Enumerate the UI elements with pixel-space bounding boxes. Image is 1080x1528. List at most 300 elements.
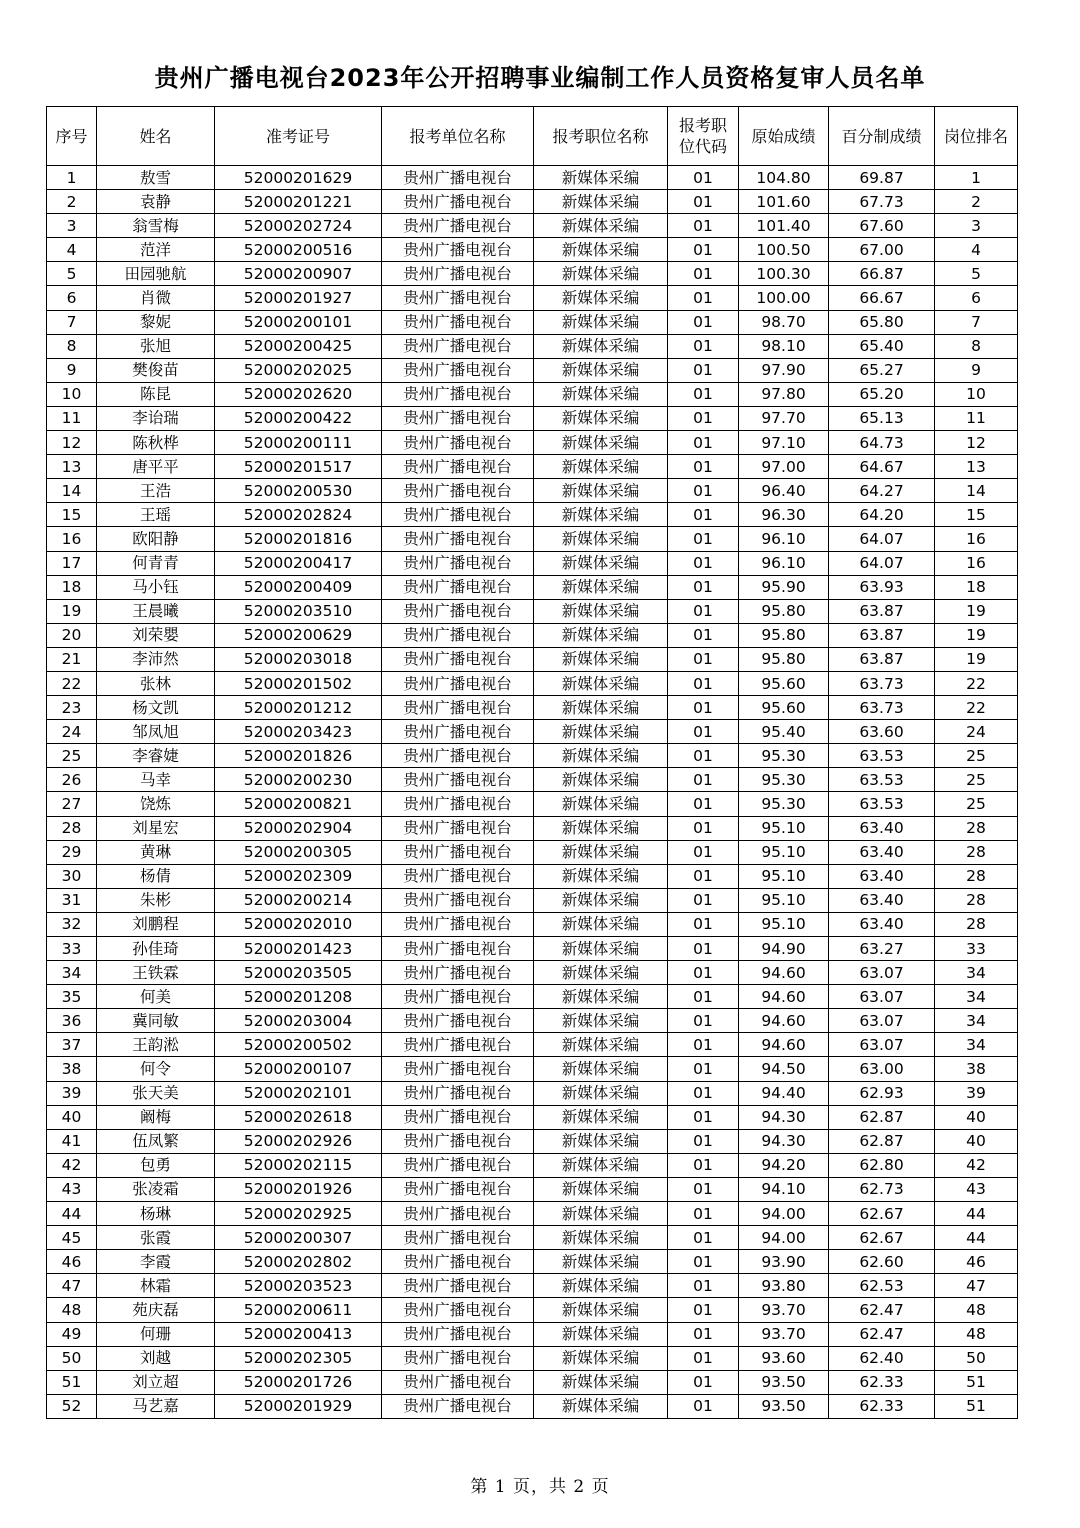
- cell-percent-score: 63.73: [829, 671, 935, 695]
- cell-rank: 28: [935, 888, 1018, 912]
- cell-rank: 22: [935, 696, 1018, 720]
- cell-name: 林霜: [97, 1274, 215, 1298]
- cell-percent-score: 62.33: [829, 1394, 935, 1418]
- cell-percent-score: 62.73: [829, 1177, 935, 1201]
- table-row: [47, 334, 1018, 358]
- cell-rank: 33: [935, 937, 1018, 961]
- cell-position: 新媒体采编: [534, 888, 668, 912]
- cell-rank: 47: [935, 1274, 1018, 1298]
- cell-position-code: 01: [668, 985, 739, 1009]
- cell-exam-id: 52000200230: [215, 768, 382, 792]
- cell-raw-score: 95.10: [739, 864, 829, 888]
- cell-rank: 6: [935, 286, 1018, 310]
- cell-percent-score: 64.20: [829, 503, 935, 527]
- cell-position-code: 01: [668, 1202, 739, 1226]
- table-row: [47, 1177, 1018, 1201]
- cell-index: 36: [47, 1009, 97, 1033]
- table-row: [47, 214, 1018, 238]
- cell-position-code: 01: [668, 671, 739, 695]
- table-row: [47, 696, 1018, 720]
- col-header-percent-score: 百分制成绩: [829, 107, 935, 166]
- cell-percent-score: 67.73: [829, 190, 935, 214]
- cell-percent-score: 62.60: [829, 1250, 935, 1274]
- col-header-unit: 报考单位名称: [382, 107, 534, 166]
- cell-exam-id: 52000201502: [215, 671, 382, 695]
- cell-position-code: 01: [668, 647, 739, 671]
- cell-raw-score: 93.60: [739, 1346, 829, 1370]
- cell-unit: 贵州广播电视台: [382, 1033, 534, 1057]
- cell-percent-score: 63.07: [829, 985, 935, 1009]
- cell-index: 6: [47, 286, 97, 310]
- table-row: [47, 1153, 1018, 1177]
- col-header-index: 序号: [47, 107, 97, 166]
- col-header-raw-score: 原始成绩: [739, 107, 829, 166]
- cell-rank: 44: [935, 1226, 1018, 1250]
- cell-exam-id: 52000202724: [215, 214, 382, 238]
- cell-name: 刘星宏: [97, 816, 215, 840]
- cell-name: 何令: [97, 1057, 215, 1081]
- cell-percent-score: 67.00: [829, 238, 935, 262]
- cell-name: 王铁霖: [97, 961, 215, 985]
- cell-exam-id: 52000200101: [215, 310, 382, 334]
- table-row: [47, 166, 1018, 190]
- table-row: [47, 190, 1018, 214]
- cell-position: 新媒体采编: [534, 912, 668, 936]
- cell-position: 新媒体采编: [534, 1009, 668, 1033]
- cell-rank: 9: [935, 358, 1018, 382]
- cell-name: 马小钰: [97, 575, 215, 599]
- cell-position: 新媒体采编: [534, 382, 668, 406]
- table-row: [47, 864, 1018, 888]
- cell-percent-score: 64.07: [829, 527, 935, 551]
- cell-rank: 4: [935, 238, 1018, 262]
- cell-rank: 28: [935, 840, 1018, 864]
- cell-position: 新媒体采编: [534, 406, 668, 430]
- cell-position: 新媒体采编: [534, 1226, 668, 1250]
- cell-name: 何珊: [97, 1322, 215, 1346]
- cell-name: 刘立超: [97, 1370, 215, 1394]
- cell-exam-id: 52000200821: [215, 792, 382, 816]
- cell-name: 冀同敏: [97, 1009, 215, 1033]
- cell-exam-id: 52000201212: [215, 696, 382, 720]
- cell-name: 田园驰航: [97, 262, 215, 286]
- cell-position: 新媒体采编: [534, 1298, 668, 1322]
- cell-percent-score: 65.13: [829, 406, 935, 430]
- cell-position-code: 01: [668, 1057, 739, 1081]
- cell-unit: 贵州广播电视台: [382, 551, 534, 575]
- cell-raw-score: 94.90: [739, 937, 829, 961]
- cell-unit: 贵州广播电视台: [382, 310, 534, 334]
- cell-position: 新媒体采编: [534, 431, 668, 455]
- cell-exam-id: 52000202309: [215, 864, 382, 888]
- cell-index: 9: [47, 358, 97, 382]
- cell-position: 新媒体采编: [534, 1202, 668, 1226]
- cell-rank: 34: [935, 1009, 1018, 1033]
- cell-position: 新媒体采编: [534, 1346, 668, 1370]
- cell-raw-score: 95.30: [739, 768, 829, 792]
- cell-name: 张天美: [97, 1081, 215, 1105]
- cell-unit: 贵州广播电视台: [382, 961, 534, 985]
- cell-index: 11: [47, 406, 97, 430]
- cell-name: 黎妮: [97, 310, 215, 334]
- table-row: [47, 358, 1018, 382]
- cell-raw-score: 94.30: [739, 1105, 829, 1129]
- cell-percent-score: 63.40: [829, 912, 935, 936]
- cell-exam-id: 52000201208: [215, 985, 382, 1009]
- cell-index: 13: [47, 455, 97, 479]
- cell-rank: 51: [935, 1394, 1018, 1418]
- cell-raw-score: 98.10: [739, 334, 829, 358]
- table-row: [47, 623, 1018, 647]
- cell-position-code: 01: [668, 551, 739, 575]
- cell-position: 新媒体采编: [534, 503, 668, 527]
- cell-name: 孙佳琦: [97, 937, 215, 961]
- cell-rank: 28: [935, 912, 1018, 936]
- cell-position-code: 01: [668, 334, 739, 358]
- cell-position: 新媒体采编: [534, 262, 668, 286]
- cell-raw-score: 97.10: [739, 431, 829, 455]
- cell-position-code: 01: [668, 1346, 739, 1370]
- cell-percent-score: 63.40: [829, 840, 935, 864]
- cell-exam-id: 52000201816: [215, 527, 382, 551]
- cell-position-code: 01: [668, 286, 739, 310]
- cell-position-code: 01: [668, 1322, 739, 1346]
- cell-unit: 贵州广播电视台: [382, 1153, 534, 1177]
- cell-unit: 贵州广播电视台: [382, 623, 534, 647]
- cell-index: 38: [47, 1057, 97, 1081]
- cell-unit: 贵州广播电视台: [382, 1129, 534, 1153]
- cell-raw-score: 94.60: [739, 1033, 829, 1057]
- cell-position-code: 01: [668, 961, 739, 985]
- cell-unit: 贵州广播电视台: [382, 599, 534, 623]
- cell-percent-score: 63.40: [829, 816, 935, 840]
- cell-percent-score: 69.87: [829, 166, 935, 190]
- cell-percent-score: 63.00: [829, 1057, 935, 1081]
- cell-position-code: 01: [668, 816, 739, 840]
- cell-position: 新媒体采编: [534, 768, 668, 792]
- cell-index: 16: [47, 527, 97, 551]
- table-row: [47, 1322, 1018, 1346]
- cell-raw-score: 93.70: [739, 1322, 829, 1346]
- cell-raw-score: 94.60: [739, 1009, 829, 1033]
- cell-percent-score: 63.27: [829, 937, 935, 961]
- cell-position-code: 01: [668, 1274, 739, 1298]
- cell-rank: 2: [935, 190, 1018, 214]
- cell-exam-id: 52000200307: [215, 1226, 382, 1250]
- cell-rank: 16: [935, 551, 1018, 575]
- cell-unit: 贵州广播电视台: [382, 816, 534, 840]
- cell-rank: 48: [935, 1322, 1018, 1346]
- cell-name: 李沛然: [97, 647, 215, 671]
- table-row: [47, 1370, 1018, 1394]
- table-row: [47, 1298, 1018, 1322]
- table-row: [47, 551, 1018, 575]
- cell-index: 35: [47, 985, 97, 1009]
- cell-exam-id: 52000202926: [215, 1129, 382, 1153]
- cell-position-code: 01: [668, 744, 739, 768]
- cell-position: 新媒体采编: [534, 623, 668, 647]
- cell-position: 新媒体采编: [534, 358, 668, 382]
- cell-unit: 贵州广播电视台: [382, 382, 534, 406]
- cell-unit: 贵州广播电视台: [382, 166, 534, 190]
- cell-name: 刘鹏程: [97, 912, 215, 936]
- cell-name: 包勇: [97, 1153, 215, 1177]
- cell-position-code: 01: [668, 1394, 739, 1418]
- cell-rank: 34: [935, 1033, 1018, 1057]
- cell-percent-score: 62.87: [829, 1129, 935, 1153]
- cell-rank: 22: [935, 671, 1018, 695]
- cell-unit: 贵州广播电视台: [382, 985, 534, 1009]
- cell-raw-score: 98.70: [739, 310, 829, 334]
- cell-raw-score: 94.50: [739, 1057, 829, 1081]
- cell-raw-score: 100.50: [739, 238, 829, 262]
- cell-raw-score: 96.30: [739, 503, 829, 527]
- cell-rank: 43: [935, 1177, 1018, 1201]
- cell-index: 31: [47, 888, 97, 912]
- cell-exam-id: 52000200107: [215, 1057, 382, 1081]
- cell-unit: 贵州广播电视台: [382, 1057, 534, 1081]
- table-row: [47, 985, 1018, 1009]
- cell-position: 新媒体采编: [534, 647, 668, 671]
- cell-name: 苑庆磊: [97, 1298, 215, 1322]
- cell-raw-score: 95.60: [739, 671, 829, 695]
- cell-position-code: 01: [668, 1153, 739, 1177]
- cell-unit: 贵州广播电视台: [382, 262, 534, 286]
- table-row: [47, 1202, 1018, 1226]
- cell-raw-score: 95.30: [739, 744, 829, 768]
- table-row: [47, 262, 1018, 286]
- cell-percent-score: 63.07: [829, 1009, 935, 1033]
- cell-exam-id: 52000200413: [215, 1322, 382, 1346]
- cell-index: 34: [47, 961, 97, 985]
- cell-raw-score: 94.60: [739, 961, 829, 985]
- cell-unit: 贵州广播电视台: [382, 431, 534, 455]
- cell-position: 新媒体采编: [534, 864, 668, 888]
- cell-unit: 贵州广播电视台: [382, 864, 534, 888]
- cell-position-code: 01: [668, 768, 739, 792]
- cell-rank: 5: [935, 262, 1018, 286]
- cell-position-code: 01: [668, 431, 739, 455]
- cell-position-code: 01: [668, 623, 739, 647]
- cell-name: 杨倩: [97, 864, 215, 888]
- table-row: [47, 888, 1018, 912]
- cell-raw-score: 104.80: [739, 166, 829, 190]
- cell-position: 新媒体采编: [534, 190, 668, 214]
- table-row: [47, 768, 1018, 792]
- cell-exam-id: 52000202025: [215, 358, 382, 382]
- cell-percent-score: 66.87: [829, 262, 935, 286]
- cell-index: 48: [47, 1298, 97, 1322]
- cell-name: 袁静: [97, 190, 215, 214]
- cell-position-code: 01: [668, 310, 739, 334]
- cell-raw-score: 101.40: [739, 214, 829, 238]
- cell-name: 王浩: [97, 479, 215, 503]
- cell-exam-id: 52000201517: [215, 455, 382, 479]
- cell-position-code: 01: [668, 238, 739, 262]
- cell-position: 新媒体采编: [534, 166, 668, 190]
- cell-percent-score: 63.93: [829, 575, 935, 599]
- cell-unit: 贵州广播电视台: [382, 238, 534, 262]
- table-body: [47, 166, 1018, 1419]
- table-row: [47, 1394, 1018, 1418]
- cell-raw-score: 93.50: [739, 1370, 829, 1394]
- table-row: [47, 1129, 1018, 1153]
- cell-exam-id: 52000200629: [215, 623, 382, 647]
- cell-rank: 51: [935, 1370, 1018, 1394]
- table-row: [47, 937, 1018, 961]
- cell-position-code: 01: [668, 190, 739, 214]
- cell-index: 22: [47, 671, 97, 695]
- cell-index: 40: [47, 1105, 97, 1129]
- table-row: [47, 1057, 1018, 1081]
- cell-raw-score: 95.80: [739, 599, 829, 623]
- cell-name: 刘越: [97, 1346, 215, 1370]
- cell-name: 何美: [97, 985, 215, 1009]
- cell-unit: 贵州广播电视台: [382, 1081, 534, 1105]
- cell-exam-id: 52000202618: [215, 1105, 382, 1129]
- cell-unit: 贵州广播电视台: [382, 1298, 534, 1322]
- cell-exam-id: 52000200907: [215, 262, 382, 286]
- cell-position-code: 01: [668, 1129, 739, 1153]
- cell-percent-score: 64.27: [829, 479, 935, 503]
- cell-percent-score: 63.73: [829, 696, 935, 720]
- cell-rank: 48: [935, 1298, 1018, 1322]
- cell-exam-id: 52000202115: [215, 1153, 382, 1177]
- cell-position: 新媒体采编: [534, 575, 668, 599]
- table-row: [47, 912, 1018, 936]
- cell-percent-score: 63.87: [829, 647, 935, 671]
- table-row: [47, 503, 1018, 527]
- cell-raw-score: 94.00: [739, 1226, 829, 1250]
- table-row: [47, 1250, 1018, 1274]
- cell-unit: 贵州广播电视台: [382, 1370, 534, 1394]
- cell-exam-id: 52000200530: [215, 479, 382, 503]
- cell-raw-score: 100.00: [739, 286, 829, 310]
- table-row: [47, 1009, 1018, 1033]
- cell-name: 邹凤旭: [97, 720, 215, 744]
- cell-rank: 15: [935, 503, 1018, 527]
- cell-index: 46: [47, 1250, 97, 1274]
- cell-percent-score: 62.47: [829, 1322, 935, 1346]
- cell-position-code: 01: [668, 864, 739, 888]
- cell-index: 7: [47, 310, 97, 334]
- cell-percent-score: 64.07: [829, 551, 935, 575]
- cell-percent-score: 67.60: [829, 214, 935, 238]
- cell-index: 32: [47, 912, 97, 936]
- cell-percent-score: 63.60: [829, 720, 935, 744]
- cell-index: 51: [47, 1370, 97, 1394]
- cell-rank: 16: [935, 527, 1018, 551]
- cell-raw-score: 94.10: [739, 1177, 829, 1201]
- cell-rank: 14: [935, 479, 1018, 503]
- cell-position-code: 01: [668, 1226, 739, 1250]
- table-row: [47, 286, 1018, 310]
- cell-unit: 贵州广播电视台: [382, 937, 534, 961]
- cell-unit: 贵州广播电视台: [382, 671, 534, 695]
- cell-name: 张旭: [97, 334, 215, 358]
- cell-exam-id: 52000202620: [215, 382, 382, 406]
- cell-position-code: 01: [668, 1177, 739, 1201]
- cell-position: 新媒体采编: [534, 937, 668, 961]
- cell-unit: 贵州广播电视台: [382, 1250, 534, 1274]
- cell-index: 4: [47, 238, 97, 262]
- cell-rank: 44: [935, 1202, 1018, 1226]
- cell-exam-id: 52000200516: [215, 238, 382, 262]
- cell-position-code: 01: [668, 406, 739, 430]
- cell-unit: 贵州广播电视台: [382, 744, 534, 768]
- cell-raw-score: 95.10: [739, 816, 829, 840]
- cell-exam-id: 52000203523: [215, 1274, 382, 1298]
- cell-index: 1: [47, 166, 97, 190]
- table-row: [47, 840, 1018, 864]
- col-header-name: 姓名: [97, 107, 215, 166]
- cell-name: 王瑶: [97, 503, 215, 527]
- cell-unit: 贵州广播电视台: [382, 455, 534, 479]
- cell-raw-score: 95.10: [739, 912, 829, 936]
- cell-percent-score: 63.07: [829, 1033, 935, 1057]
- cell-unit: 贵州广播电视台: [382, 912, 534, 936]
- cell-name: 敖雪: [97, 166, 215, 190]
- cell-position-code: 01: [668, 840, 739, 864]
- cell-raw-score: 96.10: [739, 551, 829, 575]
- cell-exam-id: 52000201221: [215, 190, 382, 214]
- table-row: [47, 1226, 1018, 1250]
- cell-position: 新媒体采编: [534, 238, 668, 262]
- cell-exam-id: 52000201927: [215, 286, 382, 310]
- cell-index: 21: [47, 647, 97, 671]
- table-row: [47, 1346, 1018, 1370]
- cell-percent-score: 63.53: [829, 792, 935, 816]
- cell-exam-id: 52000200422: [215, 406, 382, 430]
- cell-index: 14: [47, 479, 97, 503]
- cell-rank: 38: [935, 1057, 1018, 1081]
- col-header-exam-id: 准考证号: [215, 107, 382, 166]
- cell-index: 45: [47, 1226, 97, 1250]
- table-row: [47, 720, 1018, 744]
- cell-raw-score: 94.30: [739, 1129, 829, 1153]
- cell-unit: 贵州广播电视台: [382, 575, 534, 599]
- cell-unit: 贵州广播电视台: [382, 1226, 534, 1250]
- cell-index: 20: [47, 623, 97, 647]
- cell-percent-score: 65.27: [829, 358, 935, 382]
- table-row: [47, 1105, 1018, 1129]
- cell-raw-score: 101.60: [739, 190, 829, 214]
- cell-exam-id: 52000202824: [215, 503, 382, 527]
- cell-position: 新媒体采编: [534, 671, 668, 695]
- page-title: 贵州广播电视台2023年公开招聘事业编制工作人员资格复审人员名单: [154, 64, 926, 92]
- cell-index: 47: [47, 1274, 97, 1298]
- cell-position-code: 01: [668, 1370, 739, 1394]
- table-row: [47, 310, 1018, 334]
- cell-raw-score: 95.40: [739, 720, 829, 744]
- cell-unit: 贵州广播电视台: [382, 1105, 534, 1129]
- cell-exam-id: 52000200305: [215, 840, 382, 864]
- cell-unit: 贵州广播电视台: [382, 1322, 534, 1346]
- cell-exam-id: 52000202904: [215, 816, 382, 840]
- cell-rank: 3: [935, 214, 1018, 238]
- cell-percent-score: 62.93: [829, 1081, 935, 1105]
- cell-percent-score: 62.67: [829, 1202, 935, 1226]
- cell-rank: 10: [935, 382, 1018, 406]
- cell-exam-id: 52000200111: [215, 431, 382, 455]
- cell-position: 新媒体采编: [534, 334, 668, 358]
- cell-rank: 28: [935, 816, 1018, 840]
- cell-position: 新媒体采编: [534, 792, 668, 816]
- cell-position: 新媒体采编: [534, 961, 668, 985]
- cell-percent-score: 62.87: [829, 1105, 935, 1129]
- cell-name: 翁雪梅: [97, 214, 215, 238]
- cell-rank: 24: [935, 720, 1018, 744]
